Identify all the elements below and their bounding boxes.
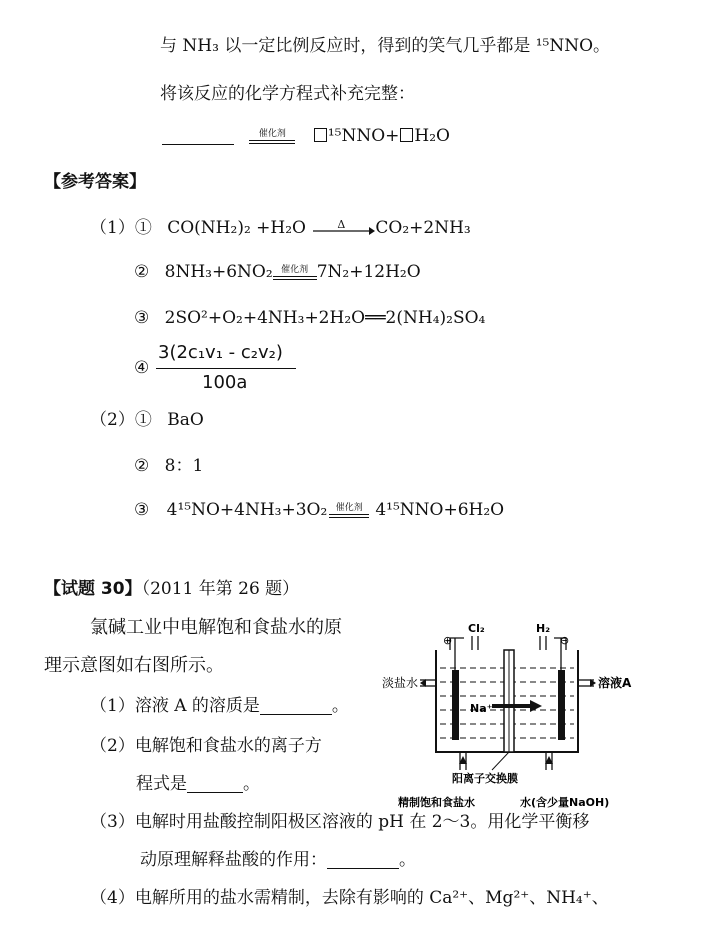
cl2-label: Cl₂ xyxy=(468,622,485,635)
fraction-bar xyxy=(156,368,296,369)
product-water: H₂O xyxy=(414,126,450,146)
minus-sign: ⊖ xyxy=(560,634,570,647)
water-in-label: 水(含少量NaOH) xyxy=(520,796,610,809)
answer-2-1: （2）① BaO xyxy=(90,410,204,430)
answer-2-3: ③ 4¹⁵NO+4NH₃+3O₂ 催化剂 4¹⁵NNO+6H₂O xyxy=(134,500,505,520)
product-nno: ¹⁵NNO+ xyxy=(327,126,400,146)
q30-part-2b: 程式是 。 xyxy=(136,774,260,794)
q30-intro-1: 氯碱工业中电解饱和食盐水的原 xyxy=(90,617,342,638)
blank-q3 xyxy=(327,850,399,869)
answer-1-2: ② 8NH₃+6NO₂ 催化剂 7N₂+12H₂O xyxy=(134,262,421,282)
q30-intro-2: 理示意图如右图所示。 xyxy=(44,655,224,676)
brine-in-label: 精制饱和食盐水 xyxy=(398,796,475,809)
anode xyxy=(452,670,459,740)
top-line-2: 将该反应的化学方程式补充完整： xyxy=(160,84,415,104)
answer-1-1: （1）① CO(NH₂)₂ +H₂O Δ CO₂+2NH₃ xyxy=(90,217,471,238)
heat-arrow: Δ xyxy=(311,219,375,239)
top-equation xyxy=(162,124,450,148)
answer-blank xyxy=(162,126,234,145)
q30-part-2a: （2）电解饱和食盐水的离子方 xyxy=(90,736,322,756)
fraction-denominator: 100a xyxy=(202,372,248,393)
coefficient-box-2 xyxy=(400,128,413,142)
solution-a-label: 溶液A xyxy=(598,676,632,690)
answers-heading: 【参考答案】 xyxy=(44,172,146,192)
answer-2-2: ② 8：1 xyxy=(134,456,204,476)
catalyst-sign: 催化剂 xyxy=(249,129,295,144)
blank-q2 xyxy=(187,774,243,793)
membrane-label: 阳离子交换膜 xyxy=(452,772,518,785)
q30-part-4: （4）电解所用的盐水需精制，去除有影响的 Ca²⁺、Mg²⁺、NH₄⁺、 xyxy=(90,888,609,908)
q30-part-3b: 动原理解释盐酸的作用： 。 xyxy=(140,850,416,870)
q30-part-1: （1）溶液 A 的溶质是 。 xyxy=(90,696,349,716)
cathode xyxy=(558,670,565,740)
fraction-numerator: 3(2c₁v₁ - c₂v₂) xyxy=(158,342,283,363)
answer-1-3: ③ 2SO²+O₂+4NH₃+2H₂O══2(NH₄)₂SO₄ xyxy=(134,308,486,328)
answer-1-4-num: ④ xyxy=(134,358,150,378)
na-ion-label: Na⁺ xyxy=(470,702,493,715)
coefficient-box-1 xyxy=(314,128,327,142)
dilute-brine-label: 淡盐水 xyxy=(382,676,419,690)
q30-title: 【试题 30】（2011 年第 26 题） xyxy=(44,579,300,599)
plus-sign: ⊕ xyxy=(443,634,453,647)
blank-q1 xyxy=(260,696,332,715)
q30-part-3a: （3）电解时用盐酸控制阳极区溶液的 pH 在 2～3。用化学平衡移 xyxy=(90,812,590,832)
h2-label: H₂ xyxy=(536,622,551,635)
electrolysis-diagram xyxy=(380,620,650,816)
top-line-1: 与 NH₃ 以一定比例反应时，得到的笑气几乎都是 ¹⁵NNO。 xyxy=(160,36,611,56)
